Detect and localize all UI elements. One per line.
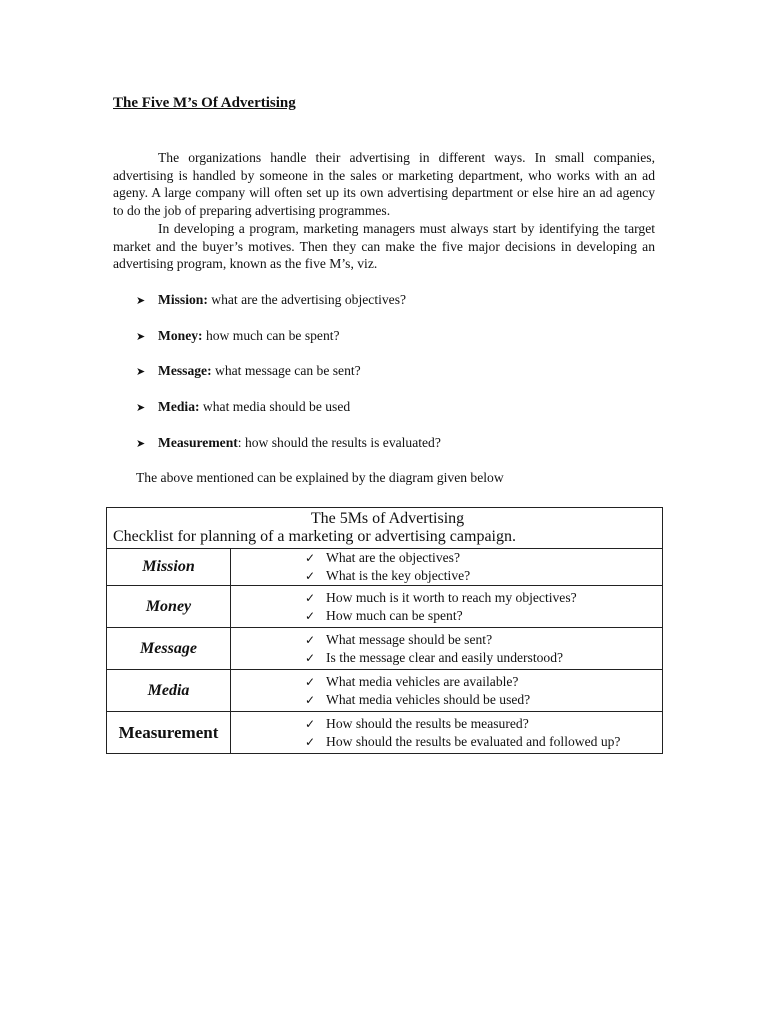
check-item: ✓ How should the results be measured?	[305, 715, 529, 731]
checkmark-icon: ✓	[305, 734, 316, 749]
checkmark-icon: ✓	[305, 716, 316, 731]
list-item	[136, 327, 441, 363]
arrowhead-bullet-icon: ➤	[136, 401, 146, 415]
row-checks	[231, 712, 663, 754]
five-ms-table	[106, 507, 663, 754]
list-item	[136, 398, 441, 434]
table-subtitle: Checklist for planning of a marketing or advertising campaign.	[113, 528, 516, 545]
table-row	[107, 586, 663, 628]
check-item: ✓ What are the objectives?	[305, 550, 460, 565]
list-item	[136, 291, 441, 327]
bullet-text: : how should the results is evaluated?	[237, 434, 441, 450]
bullet-text: what media should be used	[199, 399, 351, 415]
document-title: The Five M’s Of Advertising	[113, 95, 296, 111]
table-header	[107, 508, 663, 549]
checkmark-icon: ✓	[305, 632, 316, 647]
check-item: ✓ What media vehicles should be used?	[305, 691, 531, 707]
bullet-term: Media:	[158, 399, 200, 415]
row-checks	[231, 549, 663, 586]
list-item	[136, 434, 441, 470]
check-item: ✓ How should the results be evaluated and followed up?	[305, 733, 621, 749]
check-item: ✓ What message should be sent?	[305, 631, 493, 647]
checkmark-icon: ✓	[305, 650, 316, 665]
row-name: Money	[107, 586, 231, 628]
list-item	[136, 362, 441, 398]
arrowhead-bullet-icon: ➤	[136, 365, 146, 379]
paragraph: In developing a program, marketing managers must always start by identifying the target market and the buyer’s motives. Then they can make the five major decisions in developing an advertising program, known as the five M’s, viz.	[113, 221, 655, 272]
diagram-lead-in: The above mentioned can be explained by the diagram given below	[136, 470, 504, 485]
table-header-row	[107, 508, 663, 549]
table-row	[107, 549, 663, 586]
bullet-term: Measurement	[158, 434, 238, 450]
check-item: ✓ How much can be spent?	[305, 607, 463, 623]
checkmark-icon: ✓	[305, 608, 316, 623]
check-item: ✓ How much is it worth to reach my objectives?	[305, 589, 577, 605]
row-name: Media	[107, 670, 231, 712]
row-checks	[231, 586, 663, 628]
arrowhead-bullet-icon: ➤	[136, 294, 146, 307]
bullet-term: Message:	[158, 363, 212, 379]
table-row	[107, 670, 663, 712]
row-name: Mission	[107, 549, 231, 586]
arrowhead-bullet-icon: ➤	[136, 329, 146, 343]
bullet-term: Money:	[158, 327, 203, 343]
row-name: Measurement	[107, 712, 231, 754]
table-title: The 5Ms of Advertising	[310, 510, 465, 527]
checkmark-icon: ✓	[305, 692, 316, 707]
row-checks	[231, 628, 663, 670]
bullet-term: Mission:	[158, 292, 208, 307]
checkmark-icon: ✓	[305, 674, 316, 689]
check-item: ✓ Is the message clear and easily understood?	[305, 649, 564, 665]
arrowhead-bullet-icon: ➤	[136, 436, 146, 450]
bullet-text: what message can be sent?	[211, 363, 361, 379]
bullet-text: what are the advertising objectives?	[207, 292, 407, 307]
checkmark-icon: ✓	[305, 590, 316, 605]
row-name: Message	[107, 628, 231, 670]
five-ms-list	[136, 291, 441, 469]
checkmark-icon: ✓	[305, 569, 316, 583]
check-item: ✓ What is the key objective?	[305, 568, 471, 583]
check-item: ✓ What media vehicles are available?	[305, 673, 519, 689]
checkmark-icon: ✓	[305, 551, 316, 565]
paragraph: The organizations handle their advertising in different ways. In small companies, advertising is handled by someone in the sales or marketing department, who works with an ad ageny. A large company will often set up its own advertising department or else hire an ad agency to do the job of preparing advertising programmes.	[113, 150, 655, 218]
table-row	[107, 712, 663, 754]
row-checks	[231, 670, 663, 712]
bullet-text: how much can be spent?	[202, 327, 340, 343]
table-row	[107, 628, 663, 670]
